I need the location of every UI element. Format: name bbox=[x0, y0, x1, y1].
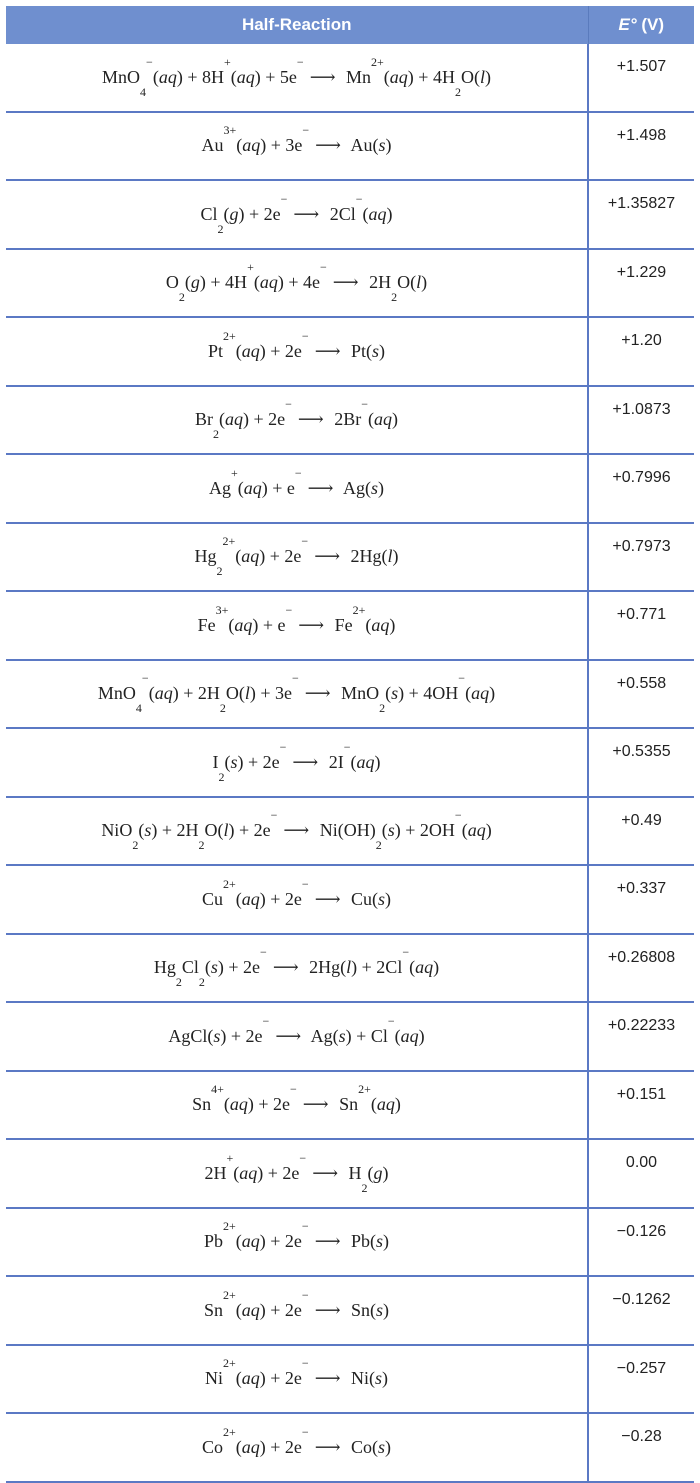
half-reaction-cell: 2H+(aq) + 2e−⟶ $H_2(g)$ bbox=[6, 1139, 588, 1208]
half-reaction-cell: AgCl(s) + 2e−⟶ Ag(s) + Cl−(aq) bbox=[6, 1002, 588, 1071]
table-header-row bbox=[6, 6, 694, 44]
table-row bbox=[6, 454, 694, 523]
potential-cell: −0.126 bbox=[588, 1208, 694, 1277]
half-reaction-cell: $NiO_2(s) + 2H_2O(l)$ + 2e−⟶ $Ni(OH)_2(s) + 2OH^-(aq)$ bbox=[6, 797, 588, 866]
half-reaction-cell: $O_2(g) + 4H^+(aq)$ + 4e−⟶ $2H_2O(l)$ bbox=[6, 249, 588, 318]
table-row bbox=[6, 386, 694, 455]
table-row bbox=[6, 1276, 694, 1345]
table-body bbox=[6, 44, 694, 1482]
table-row bbox=[6, 317, 694, 386]
potential-cell: +0.558 bbox=[588, 660, 694, 729]
half-reaction-table-container bbox=[6, 6, 694, 1483]
potential-cell: +0.49 bbox=[588, 797, 694, 866]
table-row bbox=[6, 865, 694, 934]
potential-cell: −0.1262 bbox=[588, 1276, 694, 1345]
table-row bbox=[6, 728, 694, 797]
half-reaction-cell: $Fe^{3+}(aq)$ + e−⟶ $Fe^{2+}(aq)$ bbox=[6, 591, 588, 660]
half-reaction-cell: $Pb^{2+}(aq)$ + 2e−⟶ Pb(s) bbox=[6, 1208, 588, 1277]
potential-cell: −0.257 bbox=[588, 1345, 694, 1414]
half-reaction-cell: $Sn^{2+}(aq)$ + 2e−⟶ Sn(s) bbox=[6, 1276, 588, 1345]
table-row bbox=[6, 1345, 694, 1414]
table-row bbox=[6, 112, 694, 181]
table-row bbox=[6, 1208, 694, 1277]
half-reaction-cell: $Hg_2^{2+}(aq)$ + 2e−⟶ 2Hg(l) bbox=[6, 523, 588, 592]
half-reaction-cell: Ag+(aq) + e−⟶ Ag(s) bbox=[6, 454, 588, 523]
potential-cell: +0.337 bbox=[588, 865, 694, 934]
header-half-reaction: Half-Reaction bbox=[6, 6, 588, 44]
half-reaction-cell: $Co^{2+}(aq)$ + 2e−⟶ Co(s) bbox=[6, 1413, 588, 1482]
table-row bbox=[6, 1002, 694, 1071]
table-row bbox=[6, 1071, 694, 1140]
table-row bbox=[6, 591, 694, 660]
table-row bbox=[6, 180, 694, 249]
table-row bbox=[6, 1139, 694, 1208]
potential-cell: +0.5355 bbox=[588, 728, 694, 797]
half-reaction-cell: $Au^{3+}(aq)$ + 3e−⟶ Au(s) bbox=[6, 112, 588, 181]
potential-cell: +0.7973 bbox=[588, 523, 694, 592]
potential-cell: +1.0873 bbox=[588, 386, 694, 455]
potential-cell: +1.507 bbox=[588, 44, 694, 112]
potential-cell: +1.229 bbox=[588, 249, 694, 318]
table-row bbox=[6, 660, 694, 729]
potential-cell: +0.771 bbox=[588, 591, 694, 660]
header-potential bbox=[588, 6, 694, 44]
potential-cell: +0.22233 bbox=[588, 1002, 694, 1071]
half-reaction-cell: $Ni^{2+}(aq)$ + 2e−⟶ Ni(s) bbox=[6, 1345, 588, 1414]
table-row bbox=[6, 44, 694, 112]
reduction-potential-table bbox=[6, 6, 694, 1483]
potential-cell: +0.151 bbox=[588, 1071, 694, 1140]
potential-cell: −0.28 bbox=[588, 1413, 694, 1482]
potential-cell: +1.35827 bbox=[588, 180, 694, 249]
potential-cell: +1.498 bbox=[588, 112, 694, 181]
half-reaction-cell: $Sn^{4+}(aq)$ + 2e−⟶ $Sn^{2+}(aq)$ bbox=[6, 1071, 588, 1140]
potential-symbol: E° bbox=[618, 15, 637, 34]
half-reaction-cell: $Cu^{2+}(aq)$ + 2e−⟶ Cu(s) bbox=[6, 865, 588, 934]
table-row bbox=[6, 523, 694, 592]
potential-cell: +0.7996 bbox=[588, 454, 694, 523]
potential-cell: 0.00 bbox=[588, 1139, 694, 1208]
half-reaction-cell: $Hg_2Cl_2(s)$ + 2e−⟶ 2Hg(l) + 2Cl−(aq) bbox=[6, 934, 588, 1003]
half-reaction-cell: $Cl_2(g)$ + 2e−⟶ 2Cl−(aq) bbox=[6, 180, 588, 249]
potential-cell: +0.26808 bbox=[588, 934, 694, 1003]
table-row bbox=[6, 934, 694, 1003]
half-reaction-cell: $MnO_4^-(aq) + 2H_2O(l)$ + 3e−⟶ MnO$_2$(s) + 4OH−(aq) bbox=[6, 660, 588, 729]
half-reaction-cell: $Br_2(aq)$ + 2e−⟶ 2Br−(aq) bbox=[6, 386, 588, 455]
potential-unit: (V) bbox=[636, 15, 665, 34]
table-row bbox=[6, 797, 694, 866]
half-reaction-cell: MnO$_4$−(aq) + 8H+(aq) + 5e−⟶ $Mn^{2+}(aq) + 4H_2O(l)$ bbox=[6, 44, 588, 112]
potential-cell: +1.20 bbox=[588, 317, 694, 386]
table-row bbox=[6, 1413, 694, 1482]
half-reaction-cell: $Pt^{2+}(aq)$ + 2e−⟶ Pt(s) bbox=[6, 317, 588, 386]
half-reaction-cell: $I_2(s)$ + 2e−⟶ 2I−(aq) bbox=[6, 728, 588, 797]
table-row bbox=[6, 249, 694, 318]
